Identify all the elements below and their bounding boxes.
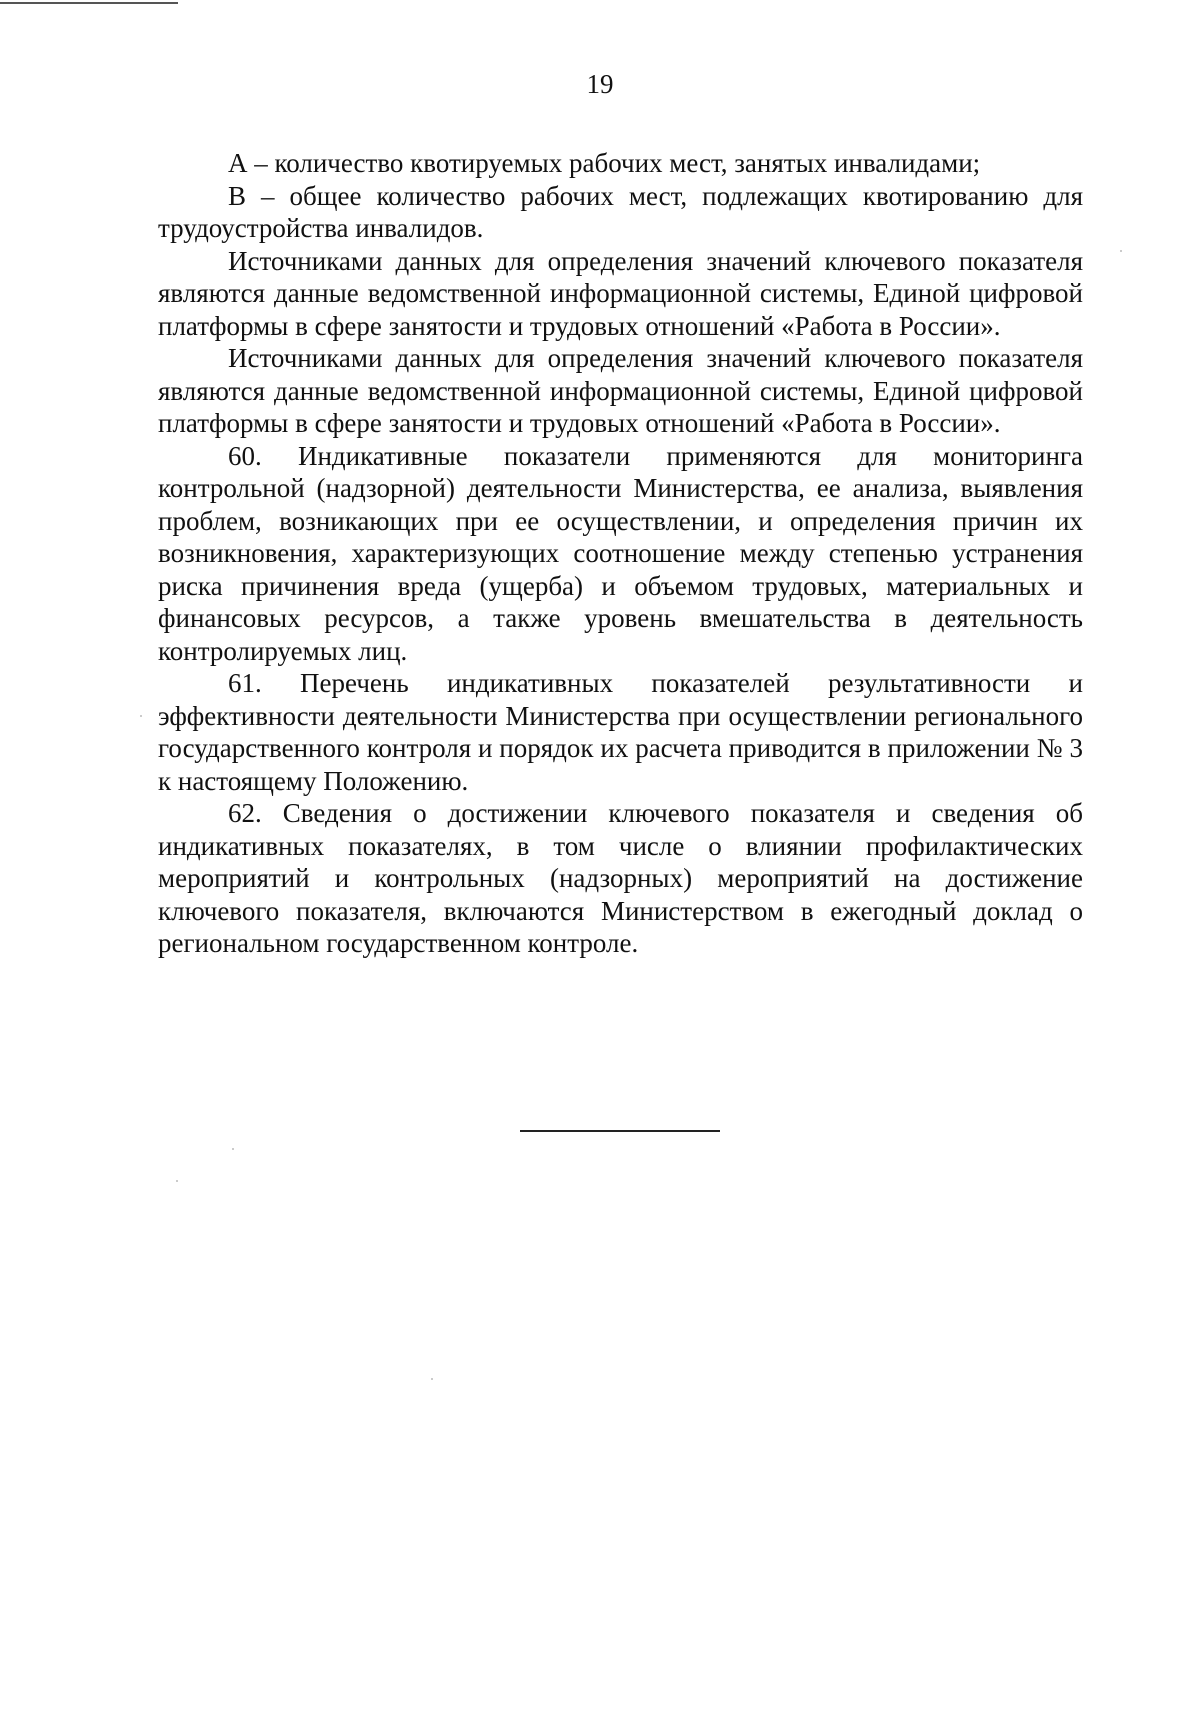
paragraph-data-sources-2: Источниками данных для определения значений ключевого показателя являются данные ведомственной информационной системы, Единой цифровой платформы в сфере занятости и трудовых отношений «Работа в России». bbox=[158, 343, 1083, 438]
paragraph-62: 62. Сведения о достижении ключевого показателя и сведения об индикативных показателях, в том числе о влиянии профилактических мероприятий и контрольных (надзорных) мероприятий на достижение ключевого показателя, включаются Министерством в ежегодный доклад о региональном государственном контроле. bbox=[158, 798, 1083, 958]
scan-speck bbox=[140, 715, 142, 717]
scan-speck bbox=[1120, 250, 1122, 252]
scan-edge-line bbox=[0, 2, 178, 4]
paragraph-b-definition: В – общее количество рабочих мест, подлежащих квотированию для трудоустройства инвалидов. bbox=[158, 180, 1083, 243]
body-text bbox=[158, 147, 1083, 960]
page-number: 19 bbox=[586, 69, 614, 99]
scan-speck bbox=[176, 1180, 178, 1182]
scan-speck bbox=[431, 1378, 433, 1380]
end-of-text-rule bbox=[520, 1130, 720, 1132]
paragraph-data-sources-1: Источниками данных для определения значений ключевого показателя являются данные ведомственной информационной системы, Единой цифровой платформы в сфере занятости и трудовых отношений «Работа в России». bbox=[158, 245, 1083, 341]
paragraph-61: 61. Перечень индикативных показателей результативности и эффективности деятельности Министерства при осуществлении регионального государственного контроля и порядок их расчета приводится в приложении № 3 к настоящему Положению. bbox=[158, 668, 1083, 796]
paragraph-a-definition: А – количество квотируемых рабочих мест, занятых инвалидами; bbox=[228, 148, 981, 178]
scan-speck bbox=[232, 1148, 234, 1150]
paragraph-60: 60. Индикативные показатели применяются для мониторинга контрольной (надзорной) деятельности Министерства, ее анализа, выявления проблем, возникающих при ее осуществлении, и определения причин их возникновения, характеризующих соотношение между степенью устранения риска причинения вреда (ущерба) и объемом трудовых, материальных и финансовых ресурсов, а также уровень вмешательства в деятельность контролируемых лиц. bbox=[158, 440, 1083, 666]
